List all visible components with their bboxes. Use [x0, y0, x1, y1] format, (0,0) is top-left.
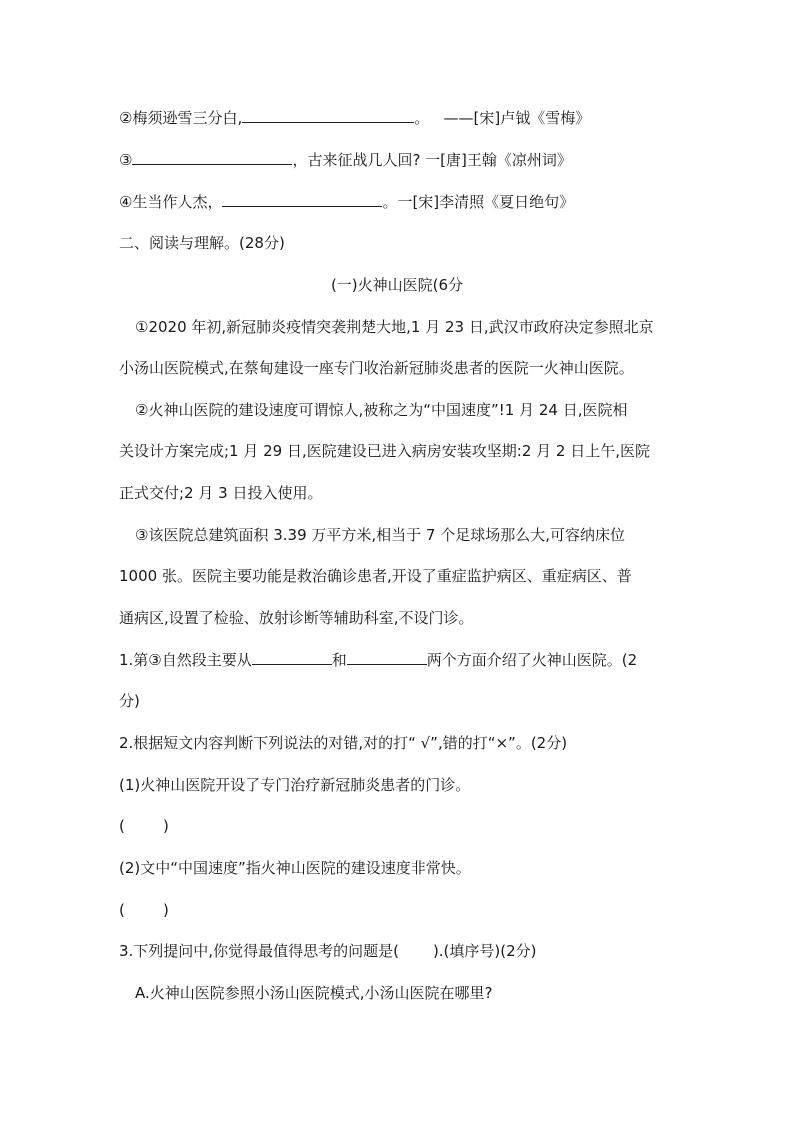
poem-line-4: [119, 192, 734, 212]
reading-title: (一)火神山医院(6分: [330, 276, 464, 294]
poem-line-4-prefix: ④生当作人杰，: [119, 193, 223, 211]
question-2-item-1: (1)火神山医院开设了专门治疗新冠肺炎患者的门诊。: [119, 776, 471, 794]
answer-blank-1[interactable]: [252, 650, 332, 665]
question-3-stem: [119, 941, 734, 961]
paragraph-2-line-3: 正式交付;2 月 3 日投入使用。: [119, 484, 323, 502]
poem-line-2-suffix: 。: [414, 109, 430, 127]
question-2-item-1-answer[interactable]: ( ): [119, 817, 169, 835]
section-heading: 二、阅读与理解。(28分): [119, 234, 285, 252]
answer-blank-2[interactable]: [347, 650, 427, 665]
question-2-item-2: (2)文中“中国速度”指火神山医院的建设速度非常快。: [119, 859, 471, 877]
fill-blank[interactable]: [242, 108, 414, 123]
poem-line-4-suffix: 。一[宋]李清照《夏日绝句》: [382, 193, 575, 211]
question-1: [119, 650, 734, 670]
paragraph-3-line-3: 通病区,设置了检验、放射诊断等辅助科室,不设门诊。: [119, 609, 474, 627]
question-1-continuation: 分): [119, 692, 140, 710]
question-1-middle: 和: [331, 651, 347, 669]
poem-line-3: [119, 150, 734, 170]
question-2-stem: 2.根据短文内容判断下列说法的对错,对的打“ √”,错的打“×”。(2分): [119, 734, 568, 752]
paragraph-1-line-1: ①2020 年初,新冠肺炎疫情突袭荆楚大地,1 月 23 日,武汉市政府决定参照北京: [135, 318, 654, 336]
poem-line-2-prefix: ②梅须逊雪三分白,: [119, 109, 243, 127]
paragraph-3-line-2: 1000 张。医院主要功能是救治确诊患者,开设了重症监护病区、重症病区、普: [119, 567, 632, 585]
poem-line-3-prefix: ③: [119, 151, 133, 169]
question-2-item-2-answer[interactable]: ( ): [119, 901, 169, 919]
question-1-prefix: 1.第③自然段主要从: [119, 651, 252, 669]
paragraph-2-line-1: ②火神山医院的建设速度可谓惊人,被称之为“中国速度”!1 月 24 日,医院相: [135, 401, 628, 419]
question-3-option-a: A.火神山医院参照小汤山医院模式,小汤山医院在哪里?: [135, 984, 493, 1002]
poem-line-2-source: ——[宋]卢钺《雪梅》: [443, 109, 591, 127]
poem-line-2: [119, 108, 734, 128]
paragraph-3-line-1: ③该医院总建筑面积 3.39 万平方米,相当于 7 个足球场那么大,可容纳床位: [135, 526, 626, 544]
question-1-suffix: 两个方面介绍了火神山医院。(2: [426, 651, 638, 669]
paragraph-1-line-2: 小汤山医院模式,在蔡甸建设一座专门收治新冠肺炎患者的医院一火神山医院。: [119, 359, 634, 377]
poem-line-3-suffix: ，古来征战几人回? 一[唐]王翰《凉州词》: [292, 151, 572, 169]
question-3-stem-suffix: ).(填序号)(2分): [432, 942, 537, 960]
paragraph-2-line-2: 关设计方案完成;1 月 29 日,医院建设已进入病房安装攻坚期:2 月 2 日上午,医院: [119, 442, 650, 460]
fill-blank[interactable]: [132, 150, 292, 165]
fill-blank[interactable]: [222, 192, 382, 207]
question-3-stem-prefix: 3.下列提问中,你觉得最值得思考的问题是(: [119, 942, 399, 960]
